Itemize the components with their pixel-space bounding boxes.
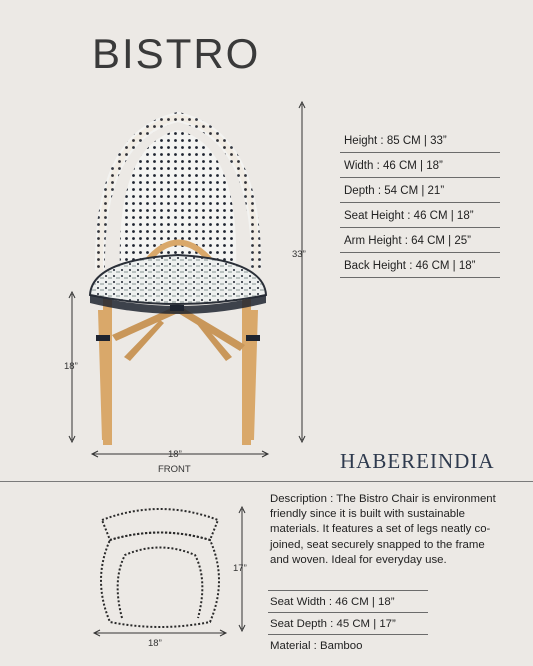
spec-width: Width : 46 CM | 18” xyxy=(340,155,500,178)
top-depth-dimension-label: 17” xyxy=(233,563,247,574)
backrest-weave xyxy=(120,130,236,270)
description-text: Description : The Bistro Chair is environment friendly since it is built with sustainable materials. It features a set of legs neatly co-joined, seat securely snapped to the frame and woven. Ideal for everyday use. xyxy=(270,493,496,566)
front-caption: FRONT xyxy=(158,464,191,475)
section-divider xyxy=(0,481,533,482)
height-dimension-line xyxy=(296,100,308,445)
chair-top-view-image xyxy=(90,500,230,635)
spec-height: Height : 85 CM | 33” xyxy=(340,130,500,153)
spec-back-height: Back Height : 46 CM | 18” xyxy=(340,255,500,278)
height-dimension-label: 33” xyxy=(292,249,306,260)
spec-seat-depth: Seat Depth : 45 CM | 17” xyxy=(268,612,428,635)
spec-arm-height: Arm Height : 64 CM | 25” xyxy=(340,230,500,253)
top-width-dimension-label: 18” xyxy=(148,638,162,649)
seat-dimension-label: 18” xyxy=(64,361,78,372)
spec-material: Material : Bamboo xyxy=(268,634,428,657)
spec-depth: Depth : 54 CM | 21” xyxy=(340,180,500,203)
spec-seat-width: Seat Width : 46 CM | 18” xyxy=(268,590,428,613)
page-title: BISTRO xyxy=(92,30,261,77)
spec-seat-height: Seat Height : 46 CM | 18” xyxy=(340,205,500,228)
seat-weave xyxy=(90,255,266,304)
front-left-leg xyxy=(98,310,110,440)
brand-logo: HABEREINDIA xyxy=(340,449,495,473)
chair-front-image xyxy=(60,95,300,465)
width-dimension-label: 18” xyxy=(168,449,182,460)
